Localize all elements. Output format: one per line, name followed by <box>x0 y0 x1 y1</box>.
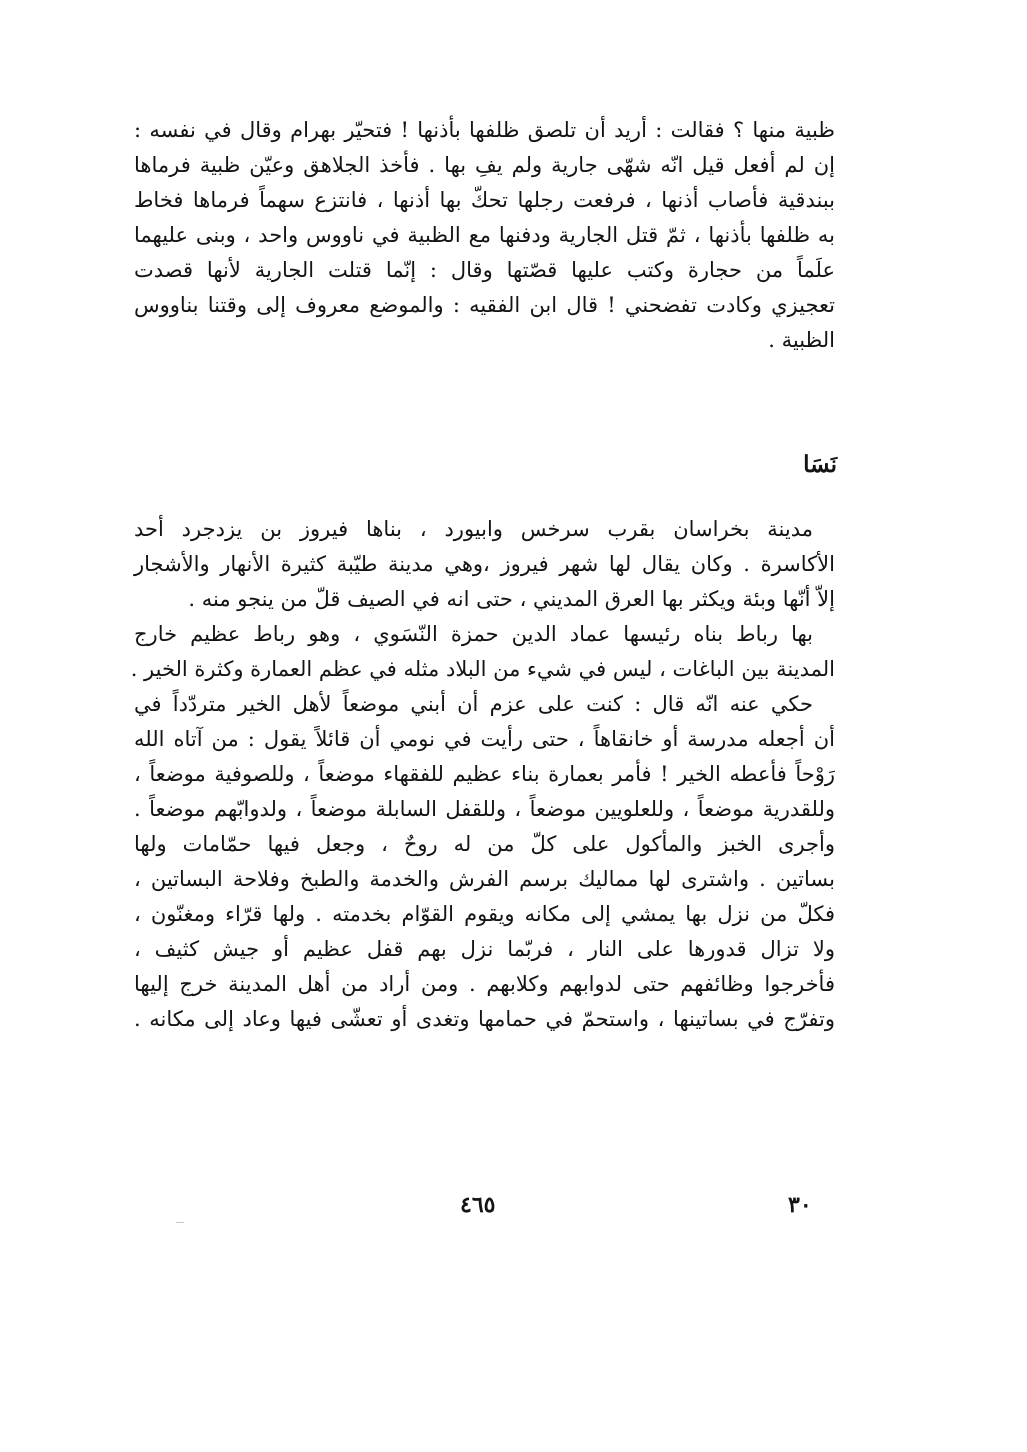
text-line: إن لم أفعل قيل انّه شهّى جارية ولم يفِ بها . فأخذ الجلاهق وعيّن ظبية فرماها <box>134 153 835 177</box>
text-line: فكلّ من نزل بها يمشي إلى مكانه ويقوم القوّام بخدمته . ولها قرّاء ومغنّون ، <box>134 902 835 926</box>
text-line: إلاّ أنّها وبئة ويكثر بها العرق المديني ، حتى انه في الصيف قلّ من ينجو منه . <box>188 587 835 611</box>
scan-speck <box>176 1222 184 1223</box>
text-line: وللقدرية موضعاً ، وللعلويين موضعاً ، وللقفل السابلة موضعاً ، ولدوابّهم موضعاً . <box>134 797 835 821</box>
signature-mark: ٣٠ <box>788 1192 812 1218</box>
text-line: الأكاسرة . وكان يقال لها شهر فيروز ،وهي مدينة طيّبة كثيرة الأنهار والأشجار <box>134 552 835 576</box>
page-number: ٤٦٥ <box>460 1192 496 1218</box>
text-line: حكي عنه انّه قال : كنت على عزم أن أبني موضعاً لأهل الخير متردّداً في <box>134 692 813 716</box>
text-line: بساتين . واشترى لها مماليك برسم الفرش والخدمة والطبخ وفلاحة البساتين ، <box>134 867 835 891</box>
text-line: الظبية . <box>768 328 835 352</box>
text-line: رَوْحاً فأعطه الخير ! فأمر بعمارة بناء عظيم للفقهاء موضعاً ، وللصوفية موضعاً ، <box>134 762 835 786</box>
text-line: تعجيزي وكادت تفضحني ! قال ابن الفقيه : والموضع معروف إلى وقتنا بناووس <box>134 293 835 317</box>
text-line: فأخرجوا وظائفهم حتى لدوابهم وكلابهم . ومن أراد من أهل المدينة خرج إليها <box>134 972 835 996</box>
text-line: علَماً من حجارة وكتب عليها قصّتها وقال : إنّما قتلت الجارية لأنها قصدت <box>134 258 835 282</box>
text-line: المدينة بين الباغات ، ليس في شيء من البلاد مثله في عظم العمارة وكثرة الخير . <box>130 657 835 681</box>
text-line: وتفرّج في بساتينها ، واستحمّ في حمامها وتغدى أو تعشّى فيها وعاد إلى مكانه . <box>134 1007 835 1031</box>
text-line: مدينة بخراسان بقرب سرخس وابيورد ، بناها فيروز بن يزدجرد أحد <box>134 517 813 541</box>
text-line: ببندقية فأصاب أذنها ، فرفعت رجلها تحكّ بها أذنها ، فانتزع سهماً فرماها فخاط <box>134 188 835 212</box>
section-title: نَسَا <box>803 451 837 478</box>
text-line: وأجرى الخبز والمأكول على كلّ من له روحٌ ، وجعل فيها حمّامات ولها <box>134 832 835 856</box>
text-line: بها رباط بناه رئيسها عماد الدين حمزة النّسَوي ، وهو رباط عظيم خارج <box>134 622 813 646</box>
text-line: ولا تزال قدورها على النار ، فربّما نزل بهم قفل عظيم أو جيش كثيف ، <box>134 937 835 961</box>
text-line: ظبية منها ؟ فقالت : أريد أن تلصق ظلفها بأذنها ! فتحيّر بهرام وقال في نفسه : <box>134 118 835 142</box>
text-line: به ظلفها بأذنها ، ثمّ قتل الجارية ودفنها مع الظبية في ناووس واحد ، وبنى عليهما <box>134 223 835 247</box>
text-line: أن أجعله مدرسة أو خانقاهاً ، حتى رأيت في نومي أن قائلاً يقول : من آتاه الله <box>134 727 835 751</box>
